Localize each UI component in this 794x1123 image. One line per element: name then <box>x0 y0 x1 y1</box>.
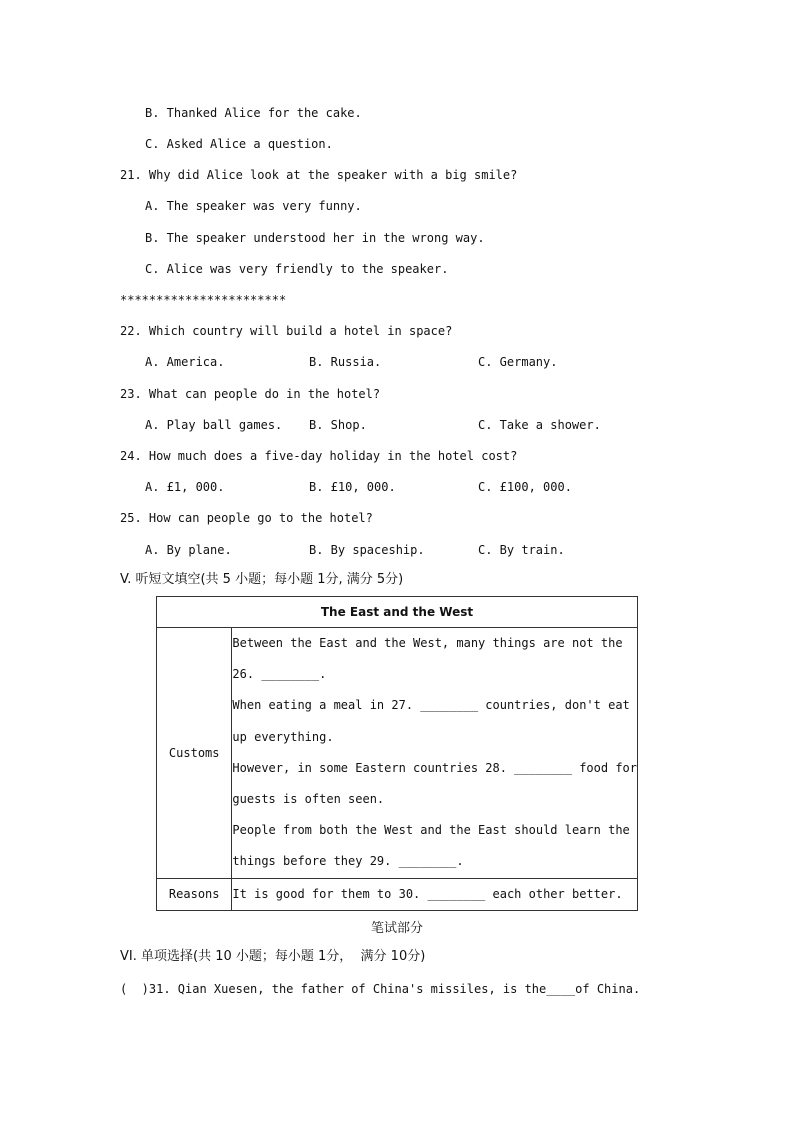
q31-stem: ( )31. Qian Xuesen, the father of China's missiles, is the____of China. <box>120 982 641 996</box>
q25-stem: 25. How can people go to the hotel? <box>120 511 373 525</box>
q21-stem: 21. Why did Alice look at the speaker with a big smile? <box>120 168 518 182</box>
q24-option-a: A. £1, 000. <box>145 480 225 494</box>
q21-option-b: B. The speaker understood her in the wrong way. <box>145 231 485 245</box>
customs-line: When eating a meal in 27. ________ countries, don't eat <box>232 698 630 713</box>
section6-title: VI. 单项选择(共 10 小题；每小题 1分， 满分 10分) <box>120 949 426 964</box>
reasons-line: It is good for them to 30. ________ each other better. <box>232 886 623 901</box>
q23-option-b: B. Shop. <box>309 418 367 432</box>
q23-option-a: A. Play ball games. <box>145 418 283 432</box>
customs-label: Customs <box>157 628 232 879</box>
customs-content <box>232 628 638 879</box>
q22-option-c: C. Germany. <box>478 355 558 369</box>
q23-option-c: C. Take a shower. <box>478 418 601 432</box>
q24-stem: 24. How much does a five-day holiday in the hotel cost? <box>120 449 518 463</box>
q25-option-a: A. By plane. <box>145 543 232 557</box>
customs-line: Between the East and the West, many things are not the <box>232 636 623 650</box>
q21-option-c: C. Alice was very friendly to the speaker. <box>145 262 449 276</box>
reasons-content <box>232 878 638 910</box>
q24-option-c: C. £100, 000. <box>478 480 572 494</box>
section5-title: V. 听短文填空(共 5 小题；每小题 1分, 满分 5分) <box>120 572 404 587</box>
separator: *********************** <box>120 293 287 307</box>
q24-option-b: B. £10, 000. <box>309 480 396 494</box>
written-part-heading: 笔试部分 <box>370 921 423 936</box>
q21-option-a: A. The speaker was very funny. <box>145 199 362 213</box>
customs-line: However, in some Eastern countries 28. ________ food for <box>232 760 637 775</box>
customs-line: guests is often seen. <box>232 791 385 806</box>
customs-line: People from both the West and the East should learn the <box>232 823 630 838</box>
q20-option-c: C. Asked Alice a question. <box>145 137 333 151</box>
q23-stem: 23. What can people do in the hotel? <box>120 387 381 401</box>
q25-option-b: B. By spaceship. <box>309 543 425 557</box>
reasons-label: Reasons <box>157 878 232 910</box>
customs-line: 26. ________. <box>232 667 327 682</box>
q25-option-c: C. By train. <box>478 543 565 557</box>
q20-option-b: B. Thanked Alice for the cake. <box>145 106 362 120</box>
customs-line: things before they 29. ________. <box>232 854 464 869</box>
fill-in-table <box>156 596 638 911</box>
q22-option-a: A. America. <box>145 355 225 369</box>
customs-line: up everything. <box>232 729 334 744</box>
q22-stem: 22. Which country will build a hotel in space? <box>120 324 453 338</box>
table-title: The East and the West <box>157 597 638 628</box>
q22-option-b: B. Russia. <box>309 355 382 369</box>
